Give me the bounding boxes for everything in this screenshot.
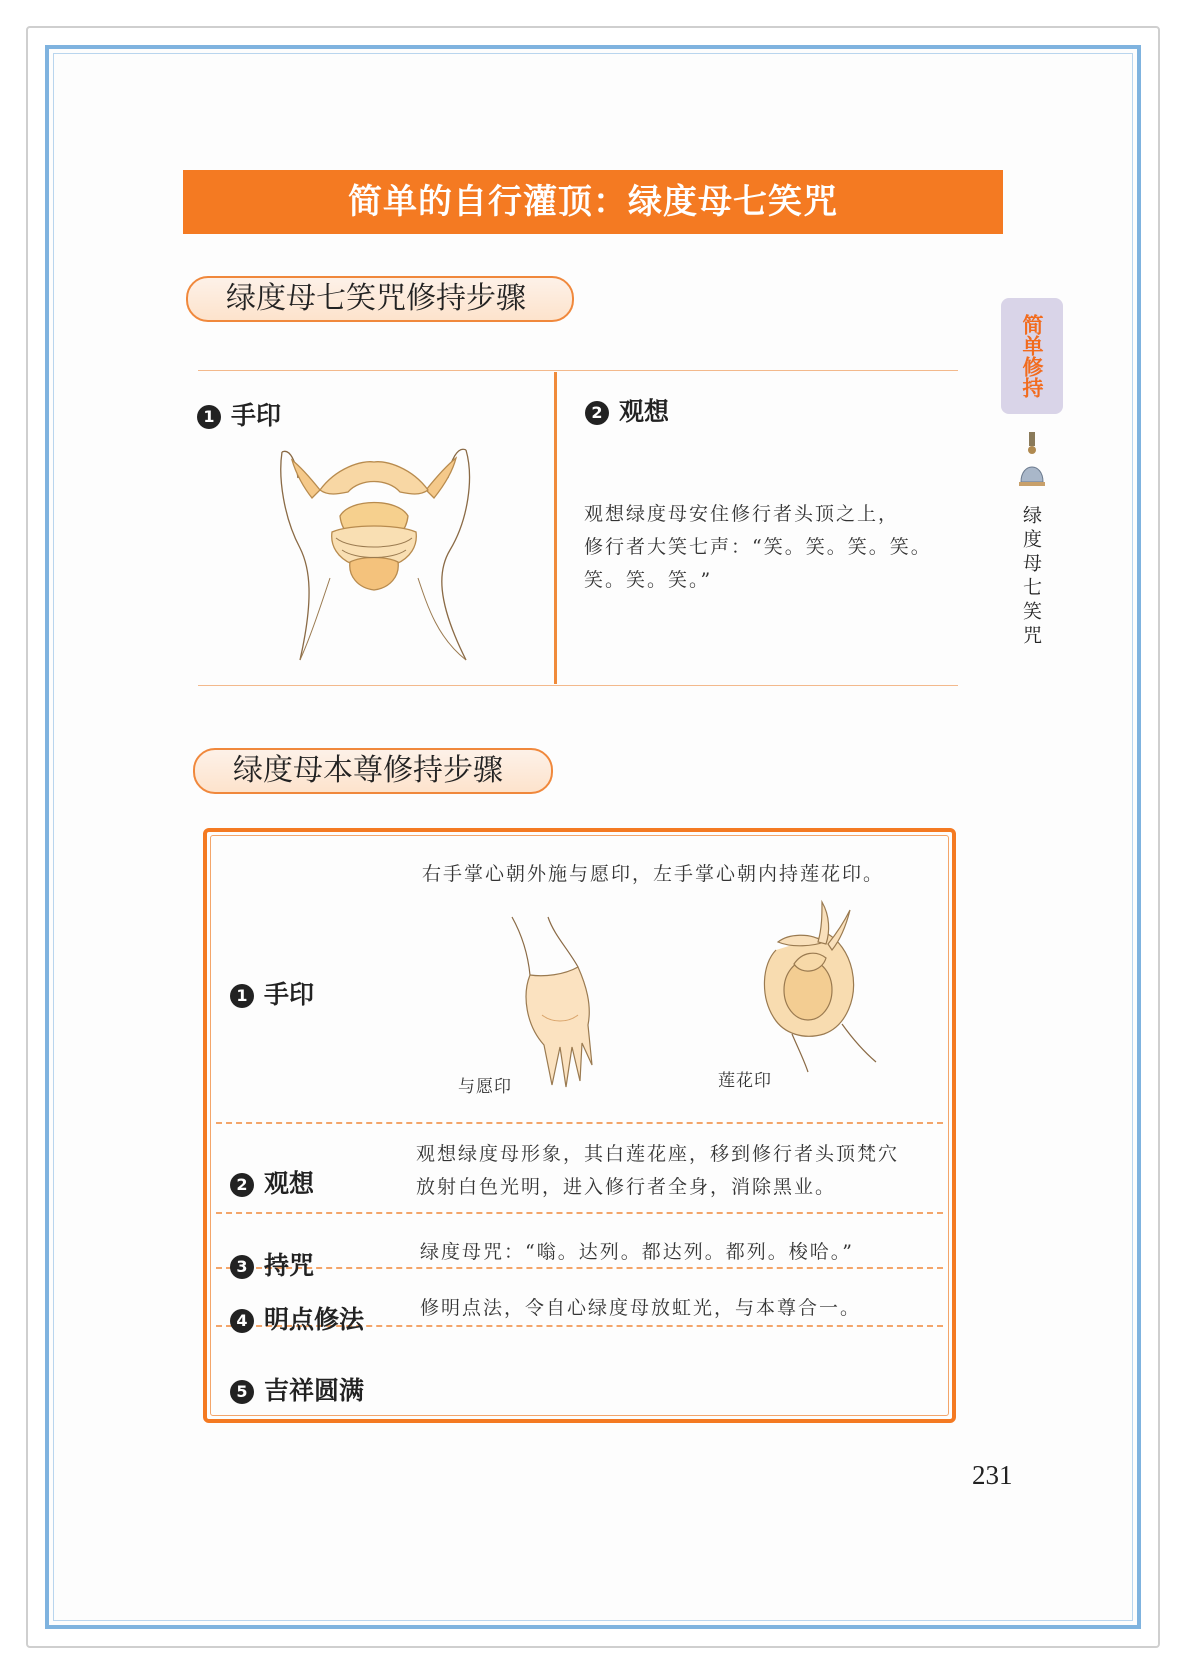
- step-number: 1: [197, 405, 221, 429]
- section2-row2-text: [416, 1138, 899, 1204]
- lotus-caption: 莲花印: [718, 1071, 772, 1091]
- sidebar-tab: 简单修持: [1001, 298, 1063, 414]
- step-number: 3: [230, 1255, 254, 1279]
- section1-divider: [554, 372, 557, 684]
- vajra-bell-icon: [1017, 432, 1047, 490]
- step-label: 明点修法: [264, 1305, 365, 1334]
- text-line: 修行者大笑七声：“笑。笑。笑。笑。: [584, 536, 932, 558]
- varada-caption: 与愿印: [458, 1077, 512, 1097]
- step-label: 吉祥圆满: [264, 1376, 365, 1405]
- section1-title: 绿度母七笑咒修持步骤: [186, 276, 574, 322]
- text-line: 观想绿度母形象，其白莲花座，移到修行者头顶梵穴: [416, 1143, 900, 1165]
- page-number: 231: [972, 1460, 1013, 1490]
- step-label: 持咒: [264, 1251, 315, 1280]
- step-number: 2: [230, 1173, 254, 1197]
- row-divider: [216, 1122, 943, 1124]
- text-line: 放射白色光明，进入修行者全身，消除黑业。: [416, 1176, 837, 1198]
- step-label: 观想: [619, 397, 670, 426]
- section2-row3-text: 绿度母咒：“嗡。达列。都达列。都列。梭哈。”: [420, 1241, 854, 1263]
- section2-row4-heading: [230, 1300, 364, 1336]
- section2-row2-heading: [230, 1164, 314, 1200]
- step-label: 观想: [264, 1169, 315, 1198]
- section2-row5-heading: [230, 1371, 364, 1407]
- section2-row4-text: 修明点法，令自心绿度母放虹光，与本尊合一。: [420, 1297, 862, 1319]
- section1-top-rule: [198, 370, 958, 371]
- varada-mudra-illustration: [508, 915, 608, 1090]
- section1-step2-heading: [585, 392, 669, 428]
- title-banner: [183, 170, 1003, 234]
- prayer-mudra-illustration: [270, 438, 480, 663]
- section2-title: 绿度母本尊修持步骤: [193, 748, 553, 794]
- section2-row3-heading: [230, 1246, 314, 1282]
- text-line: 笑。笑。笑。”: [584, 569, 713, 591]
- step-number: 2: [585, 401, 609, 425]
- step-label: 手印: [231, 401, 282, 430]
- step-number: 1: [230, 984, 254, 1008]
- step-number: 5: [230, 1380, 254, 1404]
- step-label: 手印: [264, 980, 315, 1009]
- section2-row1-heading: [230, 975, 314, 1011]
- sidebar-vertical-title: 绿度母七笑咒: [1020, 505, 1042, 649]
- section1-bottom-rule: [198, 685, 958, 686]
- row-divider: [216, 1212, 943, 1214]
- section2-row1-text: 右手掌心朝外施与愿印，左手掌心朝内持莲花印。: [422, 863, 885, 885]
- banner-title: 简单的自行灌顶：绿度母七笑咒: [348, 182, 838, 222]
- section1-step1-heading: [197, 396, 281, 432]
- section1-visualization-text: [584, 498, 932, 597]
- step-number: 4: [230, 1309, 254, 1333]
- text-line: 观想绿度母安住修行者头顶之上，: [584, 503, 900, 525]
- lotus-mudra-illustration: [752, 898, 880, 1073]
